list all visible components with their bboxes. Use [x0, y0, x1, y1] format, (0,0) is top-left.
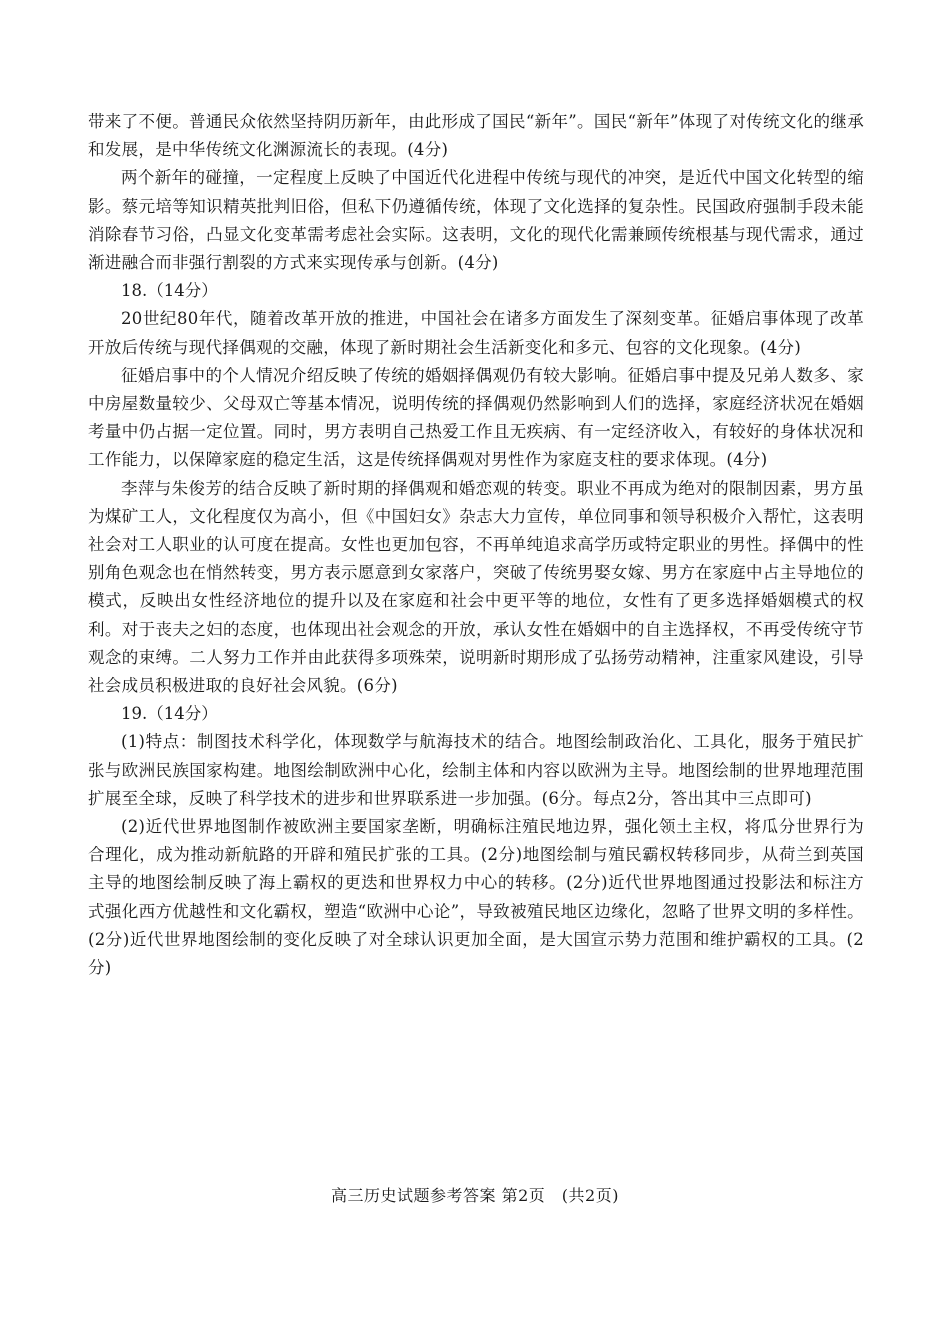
paragraph-q18-traditional: 征婚启事中的个人情况介绍反映了传统的婚姻择偶观仍有较大影响。征婚启事中提及兄弟人数多、家中房屋数量较少、父母双亡等基本情况，说明传统的择偶观仍然影响到人们的选择，家庭经济状况在婚姻考量中仍占据一定位置。同时，男方表明自己热爱工作且无疾病、有一定经济收入，有较好的身体状况和工作能力，以保障家庭的稳定生活，这是传统择偶观对男性作为家庭支柱的要求体现。(4分) — [88, 365, 864, 470]
question-19-heading: 19.（14分） — [121, 704, 218, 724]
paragraph-two-new-years: 两个新年的碰撞，一定程度上反映了中国近代化进程中传统与现代的冲突，是近代中国文化转型的缩影。蔡元培等知识精英批判旧俗，但私下仍遵循传统，体现了文化选择的复杂性。民国政府强制手段未能消除春节习俗，凸显文化变革需考虑社会实际。这表明，文化的现代化需兼顾传统根基与现代需求，通过渐进融合而非强行割裂的方式来实现传承与创新。(4分) — [88, 168, 864, 273]
paragraph-q18-intro: 20世纪80年代，随着改革开放的推进，中国社会在诸多方面发生了深刻变革。征婚启事体现了改革开放后传统与现代择偶观的交融，体现了新时期社会生活新变化和多元、包容的文化现象。(4分) — [88, 309, 864, 357]
paragraph-q18-change: 李萍与朱俊芳的结合反映了新时期的择偶观和婚恋观的转变。职业不再成为绝对的限制因素，男方虽为煤矿工人，文化程度仅为高小，但《中国妇女》杂志大力宣传，单位同事和领导积极介入帮忙，这表明社会对工人职业的认可度在提高。女性也更加包容，不再单纯追求高学历或特定职业的男性。择偶中的性别角色观念也在悄然转变，男方表示愿意到女家落户，突破了传统男娶女嫁、男方在家庭中占主导地位的模式，反映出女性经济地位的提升以及在家庭和社会中更平等的地位，女性有了更多选择婚姻模式的权利。对于丧夫之妇的态度，也体现出社会观念的开放，承认女性在婚姻中的自主选择权，不再受传统守节观念的束缚。二人努力工作并由此获得多项殊荣，说明新时期形成了弘扬劳动精神，注重家风建设，引导社会成员积极进取的良好社会风貌。(6分) — [88, 478, 864, 696]
answer-page — [88, 108, 864, 982]
paragraph-q19-part2: (2)近代世界地图制作被欧洲主要国家垄断，明确标注殖民地边界，强化领土主权，将瓜分世界行为合理化，成为推动新航路的开辟和殖民扩张的工具。(2分)地图绘制与殖民霸权转移同步，从荷兰到英国主导的地图绘制反映了海上霸权的更迭和世界权力中心的转移。(2分)近代世界地图通过投影法和标注方式强化西方优越性和文化霸权，塑造“欧洲中心论”，导致被殖民地区边缘化，忽略了世界文明的多样性。(2分)近代世界地图绘制的变化反映了对全球认识更加全面，是大国宣示势力范围和维护霸权的工具。(2分) — [88, 817, 864, 978]
paragraph-continued: 带来了不便。普通民众依然坚持阴历新年，由此形成了国民“新年”。国民“新年”体现了对传统文化的继承和发展，是中华传统文化渊源流长的表现。(4分) — [88, 112, 864, 160]
question-18-heading: 18.（14分） — [121, 281, 218, 301]
paragraph-q19-part1: (1)特点：制图技术科学化，体现数学与航海技术的结合。地图绘制政治化、工具化，服务于殖民扩张与欧洲民族国家构建。地图绘制欧洲中心化，绘制主体和内容以欧洲为主导。地图绘制的世界地理范围扩展至全球，反映了科学技术的进步和世界联系进一步加强。(6分。每点2分，答出其中三点即可) — [88, 732, 864, 808]
page-footer: 高三历史试题参考答案 第2页 (共2页) — [331, 1186, 619, 1205]
